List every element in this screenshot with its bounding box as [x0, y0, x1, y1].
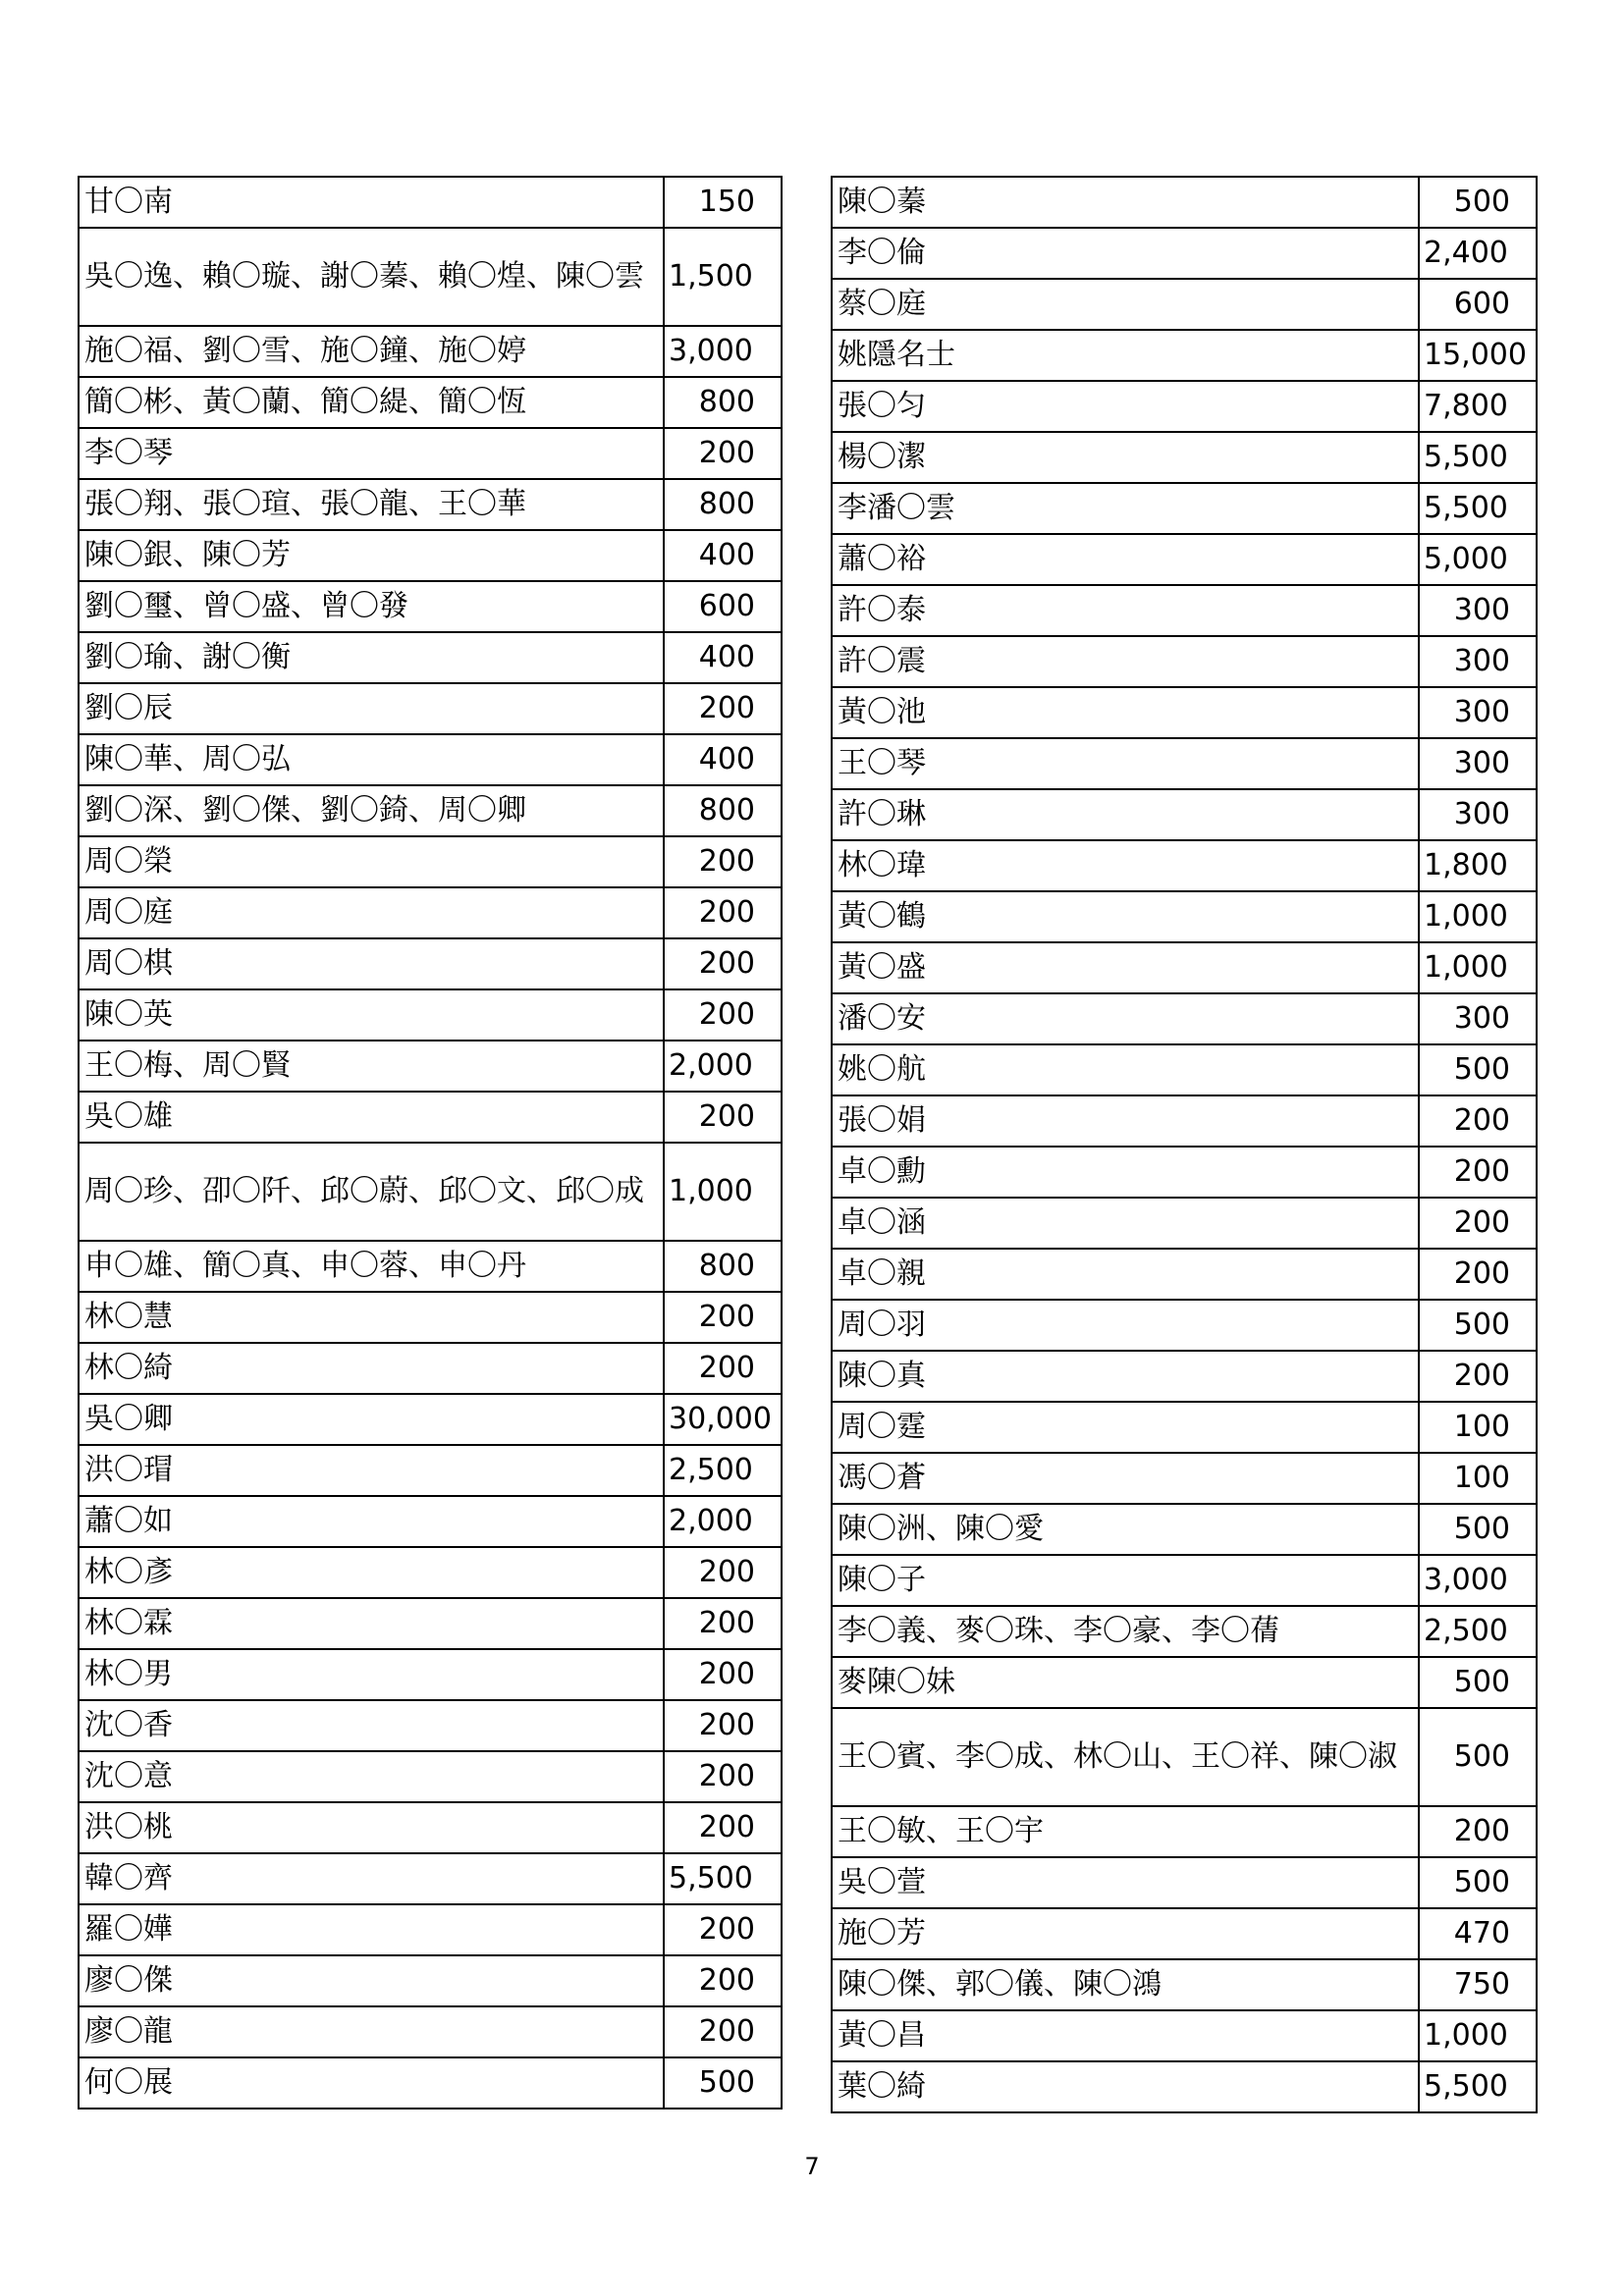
table-row — [832, 1908, 1537, 1959]
table-row — [79, 1598, 782, 1649]
donor-name: 周〇庭 — [79, 887, 664, 938]
donor-name: 林〇男 — [79, 1649, 664, 1700]
donor-name: 林〇慧 — [79, 1292, 664, 1343]
donation-amount: 200 — [664, 1700, 782, 1751]
donor-name: 林〇霖 — [79, 1598, 664, 1649]
table-row — [832, 942, 1537, 993]
table-row — [79, 683, 782, 734]
table-row — [832, 1606, 1537, 1657]
donation-amount: 30,000 — [664, 1394, 782, 1445]
donor-name: 沈〇意 — [79, 1751, 664, 1802]
table-row — [79, 1041, 782, 1092]
table-row — [79, 785, 782, 836]
table-row — [79, 734, 782, 785]
table-row — [832, 534, 1537, 585]
donation-amount: 150 — [664, 177, 782, 228]
donor-name: 周〇珍、卲〇阡、邱〇蔚、邱〇文、邱〇成 — [79, 1143, 664, 1241]
table-row — [79, 1292, 782, 1343]
donor-name: 林〇瑋 — [832, 840, 1419, 891]
donor-name: 許〇泰 — [832, 585, 1419, 636]
donor-name: 施〇福、劉〇雪、施〇鐘、施〇婷 — [79, 326, 664, 377]
table-row — [832, 432, 1537, 483]
donor-name: 林〇彥 — [79, 1547, 664, 1598]
donation-amount: 200 — [664, 1649, 782, 1700]
donation-amount: 300 — [1419, 789, 1537, 840]
donation-amount: 100 — [1419, 1402, 1537, 1453]
table-row — [79, 1751, 782, 1802]
donor-name: 施〇芳 — [832, 1908, 1419, 1959]
donor-table-right — [831, 176, 1538, 2113]
donor-name: 陳〇蓁 — [832, 177, 1419, 228]
table-row — [832, 1095, 1537, 1147]
table-row — [79, 1496, 782, 1547]
table-row — [832, 1351, 1537, 1402]
donor-name: 麥陳〇妹 — [832, 1657, 1419, 1708]
donation-amount: 500 — [1419, 1504, 1537, 1555]
donor-name: 姚〇航 — [832, 1044, 1419, 1095]
donor-name: 蕭〇裕 — [832, 534, 1419, 585]
donation-amount: 500 — [1419, 1708, 1537, 1806]
donor-name: 吳〇萱 — [832, 1857, 1419, 1908]
donation-amount: 400 — [664, 632, 782, 683]
table-row — [832, 483, 1537, 534]
donor-name: 洪〇瑁 — [79, 1445, 664, 1496]
donor-name: 張〇娟 — [832, 1095, 1419, 1147]
table-row — [79, 1343, 782, 1394]
table-row — [832, 687, 1537, 738]
donor-table-left-body — [79, 177, 782, 2109]
table-row — [832, 1504, 1537, 1555]
donor-name: 陳〇子 — [832, 1555, 1419, 1606]
donation-amount: 200 — [664, 1292, 782, 1343]
donor-name: 李潘〇雲 — [832, 483, 1419, 534]
donation-amount: 200 — [664, 836, 782, 887]
table-row — [79, 1092, 782, 1143]
table-row — [79, 1547, 782, 1598]
table-row — [832, 279, 1537, 330]
donor-name: 黃〇盛 — [832, 942, 1419, 993]
donor-name: 陳〇傑、郭〇儀、陳〇鴻 — [832, 1959, 1419, 2010]
donation-amount: 400 — [664, 530, 782, 581]
donation-amount: 1,800 — [1419, 840, 1537, 891]
table-row — [832, 1708, 1537, 1806]
table-row — [79, 1904, 782, 1955]
donation-amount: 300 — [1419, 687, 1537, 738]
donation-amount: 300 — [1419, 738, 1537, 789]
donation-amount: 2,500 — [664, 1445, 782, 1496]
donation-amount: 100 — [1419, 1453, 1537, 1504]
donation-amount: 5,000 — [1419, 534, 1537, 585]
table-row — [79, 1445, 782, 1496]
donation-amount: 1,000 — [1419, 942, 1537, 993]
donation-amount: 200 — [664, 2006, 782, 2057]
table-row — [832, 2010, 1537, 2061]
donation-amount: 200 — [1419, 1249, 1537, 1300]
donor-name: 洪〇桃 — [79, 1802, 664, 1853]
donor-name: 馮〇蒼 — [832, 1453, 1419, 1504]
table-row — [832, 1857, 1537, 1908]
table-row — [832, 381, 1537, 432]
table-row — [79, 377, 782, 428]
donor-name: 王〇敏、王〇宇 — [832, 1806, 1419, 1857]
donation-amount: 5,500 — [1419, 483, 1537, 534]
donation-amount: 200 — [664, 989, 782, 1041]
table-row — [79, 2006, 782, 2057]
donation-amount: 750 — [1419, 1959, 1537, 2010]
donation-amount: 800 — [664, 1241, 782, 1292]
donor-name: 陳〇洲、陳〇愛 — [832, 1504, 1419, 1555]
donor-name: 李〇倫 — [832, 228, 1419, 279]
table-row — [79, 938, 782, 989]
donation-amount: 600 — [664, 581, 782, 632]
donation-amount: 800 — [664, 479, 782, 530]
donation-amount: 200 — [1419, 1147, 1537, 1198]
donation-amount: 200 — [664, 1751, 782, 1802]
donation-amount: 200 — [1419, 1351, 1537, 1402]
donation-amount: 200 — [1419, 1198, 1537, 1249]
table-row — [832, 177, 1537, 228]
donation-amount: 5,500 — [1419, 2061, 1537, 2112]
donor-name: 王〇梅、周〇賢 — [79, 1041, 664, 1092]
donor-name: 甘〇南 — [79, 177, 664, 228]
donor-name: 潘〇安 — [832, 993, 1419, 1044]
donation-amount: 200 — [1419, 1806, 1537, 1857]
donor-name: 廖〇龍 — [79, 2006, 664, 2057]
donor-name: 羅〇嬅 — [79, 1904, 664, 1955]
donor-name: 卓〇親 — [832, 1249, 1419, 1300]
donor-name: 何〇展 — [79, 2057, 664, 2109]
donation-amount: 3,000 — [664, 326, 782, 377]
table-row — [832, 636, 1537, 687]
table-row — [832, 330, 1537, 381]
table-row — [79, 479, 782, 530]
table-row — [79, 836, 782, 887]
table-row — [832, 891, 1537, 942]
table-row — [79, 177, 782, 228]
table-row — [79, 1700, 782, 1751]
donor-name: 陳〇真 — [832, 1351, 1419, 1402]
table-row — [832, 840, 1537, 891]
table-row — [79, 1394, 782, 1445]
table-row — [79, 326, 782, 377]
table-row — [79, 1241, 782, 1292]
donor-name: 周〇霆 — [832, 1402, 1419, 1453]
table-row — [832, 1044, 1537, 1095]
table-row — [79, 228, 782, 326]
donation-amount: 300 — [1419, 636, 1537, 687]
donation-amount: 200 — [664, 1547, 782, 1598]
donor-name: 劉〇瑜、謝〇衡 — [79, 632, 664, 683]
table-row — [832, 993, 1537, 1044]
donation-amount: 1,000 — [1419, 2010, 1537, 2061]
donation-amount: 500 — [1419, 1857, 1537, 1908]
donation-amount: 2,000 — [664, 1496, 782, 1547]
donation-amount: 200 — [664, 1904, 782, 1955]
donation-amount: 500 — [1419, 1300, 1537, 1351]
donor-name: 陳〇英 — [79, 989, 664, 1041]
donor-name: 黃〇昌 — [832, 2010, 1419, 2061]
donation-amount: 200 — [664, 1343, 782, 1394]
table-row — [79, 530, 782, 581]
donation-amount: 2,000 — [664, 1041, 782, 1092]
donation-amount: 200 — [664, 1598, 782, 1649]
table-row — [79, 887, 782, 938]
table-row — [79, 1853, 782, 1904]
donation-amount: 470 — [1419, 1908, 1537, 1959]
donor-name: 劉〇深、劉〇傑、劉〇錡、周〇卿 — [79, 785, 664, 836]
donation-amount: 200 — [664, 1955, 782, 2006]
donor-name: 卓〇勳 — [832, 1147, 1419, 1198]
donor-name: 周〇棋 — [79, 938, 664, 989]
table-row — [832, 789, 1537, 840]
donation-amount: 200 — [664, 683, 782, 734]
table-row — [832, 1198, 1537, 1249]
table-row — [79, 428, 782, 479]
donor-name: 張〇匀 — [832, 381, 1419, 432]
donation-amount: 300 — [1419, 585, 1537, 636]
donor-name: 張〇翔、張〇瑄、張〇龍、王〇華 — [79, 479, 664, 530]
donation-amount: 3,000 — [1419, 1555, 1537, 1606]
table-row — [79, 1143, 782, 1241]
donation-amount: 200 — [664, 887, 782, 938]
donor-name: 蕭〇如 — [79, 1496, 664, 1547]
table-row — [79, 1649, 782, 1700]
table-row — [832, 1300, 1537, 1351]
donor-name: 申〇雄、簡〇真、申〇蓉、申〇丹 — [79, 1241, 664, 1292]
donation-amount: 200 — [664, 938, 782, 989]
donation-amount: 500 — [1419, 1044, 1537, 1095]
table-row — [832, 1147, 1537, 1198]
table-row — [832, 1249, 1537, 1300]
donation-amount: 400 — [664, 734, 782, 785]
donation-amount: 500 — [1419, 1657, 1537, 1708]
table-row — [832, 1453, 1537, 1504]
donor-name: 陳〇華、周〇弘 — [79, 734, 664, 785]
table-row — [79, 989, 782, 1041]
donor-name: 許〇琳 — [832, 789, 1419, 840]
donor-name: 陳〇銀、陳〇芳 — [79, 530, 664, 581]
donor-name: 王〇琴 — [832, 738, 1419, 789]
table-row — [832, 1959, 1537, 2010]
donor-name: 簡〇彬、黃〇蘭、簡〇緹、簡〇恆 — [79, 377, 664, 428]
donor-name: 廖〇傑 — [79, 1955, 664, 2006]
donor-name: 吳〇卿 — [79, 1394, 664, 1445]
donation-amount: 1,000 — [1419, 891, 1537, 942]
donor-name: 周〇榮 — [79, 836, 664, 887]
donation-amount: 1,000 — [664, 1143, 782, 1241]
table-row — [832, 2061, 1537, 2112]
table-row — [832, 585, 1537, 636]
donor-name: 卓〇涵 — [832, 1198, 1419, 1249]
donor-name: 許〇震 — [832, 636, 1419, 687]
donation-amount: 2,400 — [1419, 228, 1537, 279]
page-number: 7 — [804, 2153, 820, 2180]
donor-name: 劉〇璽、曾〇盛、曾〇發 — [79, 581, 664, 632]
donor-name: 沈〇香 — [79, 1700, 664, 1751]
table-row — [832, 1402, 1537, 1453]
donation-amount: 200 — [664, 1802, 782, 1853]
donor-name: 李〇琴 — [79, 428, 664, 479]
donor-name: 葉〇綺 — [832, 2061, 1419, 2112]
donor-table-right-body — [832, 177, 1537, 2112]
donation-amount: 5,500 — [664, 1853, 782, 1904]
donation-amount: 200 — [664, 1092, 782, 1143]
donation-amount: 500 — [664, 2057, 782, 2109]
table-row — [832, 1657, 1537, 1708]
table-row — [79, 1802, 782, 1853]
donation-amount: 800 — [664, 785, 782, 836]
donor-name: 姚隱名士 — [832, 330, 1419, 381]
donor-name: 李〇義、麥〇珠、李〇豪、李〇蒨 — [832, 1606, 1419, 1657]
donor-name: 楊〇潔 — [832, 432, 1419, 483]
donor-table-left — [78, 176, 783, 2109]
table-row — [79, 632, 782, 683]
donor-name: 王〇賓、李〇成、林〇山、王〇祥、陳〇淑 — [832, 1708, 1419, 1806]
donor-name: 韓〇齊 — [79, 1853, 664, 1904]
donation-amount: 2,500 — [1419, 1606, 1537, 1657]
donor-name: 蔡〇庭 — [832, 279, 1419, 330]
donation-amount: 1,500 — [664, 228, 782, 326]
donor-name: 劉〇辰 — [79, 683, 664, 734]
table-row — [79, 581, 782, 632]
table-row — [832, 738, 1537, 789]
donor-name: 周〇羽 — [832, 1300, 1419, 1351]
donor-name: 黃〇池 — [832, 687, 1419, 738]
table-row — [79, 1955, 782, 2006]
donation-amount: 500 — [1419, 177, 1537, 228]
table-row — [832, 1555, 1537, 1606]
table-row — [832, 228, 1537, 279]
donation-amount: 15,000 — [1419, 330, 1537, 381]
table-row — [79, 2057, 782, 2109]
donation-amount: 5,500 — [1419, 432, 1537, 483]
donor-name: 吳〇逸、賴〇璇、謝〇蓁、賴〇煌、陳〇雲 — [79, 228, 664, 326]
donation-amount: 800 — [664, 377, 782, 428]
donor-name: 黃〇鶴 — [832, 891, 1419, 942]
donation-amount: 300 — [1419, 993, 1537, 1044]
donor-name: 林〇綺 — [79, 1343, 664, 1394]
donor-name: 吳〇雄 — [79, 1092, 664, 1143]
table-row — [832, 1806, 1537, 1857]
donation-amount: 600 — [1419, 279, 1537, 330]
donation-amount: 7,800 — [1419, 381, 1537, 432]
donation-amount: 200 — [664, 428, 782, 479]
donation-amount: 200 — [1419, 1095, 1537, 1147]
